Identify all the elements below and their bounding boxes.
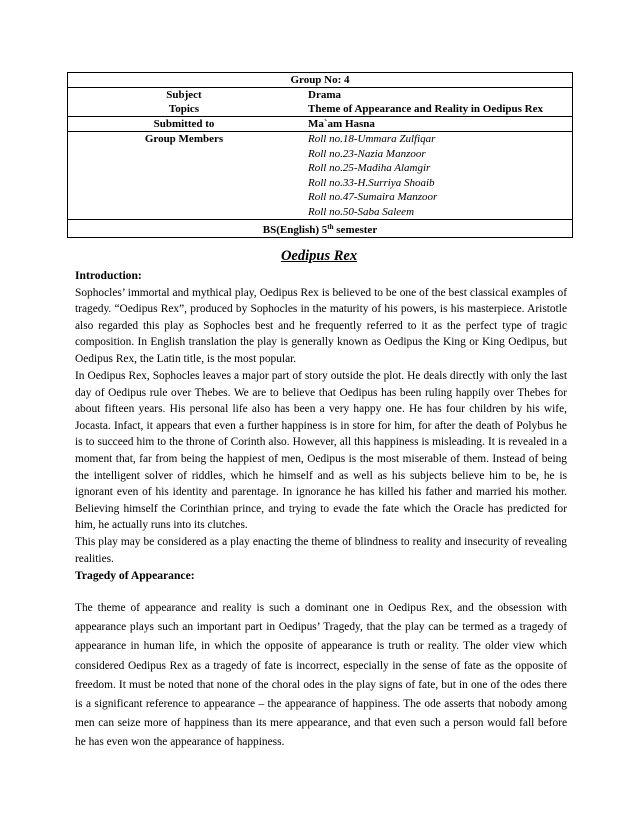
introduction-heading: Introduction: — [75, 269, 142, 282]
subject-label: Subject — [68, 88, 301, 103]
cover-table — [67, 72, 573, 238]
program-suffix: semester — [333, 224, 378, 236]
tragedy-paragraph-1: The theme of appearance and reality is such a dominant one in Oedipus Rex, and the obsession with appearance plays such an important part in Oedipus’ Tragedy, that the play can be termed as a tragedy of appearance in human life, in which the opposite of appearance is truth or reality. The older view which considered Oedipus Rex as a tragedy of fate is incorrect, especially in the sense of fate as the opposite of freedom. It must be noted that none of the choral odes in the play signs of fate, but in one of the odes there is a significant reference to appearance – the appearance of happiness. The ode asserts that nobody among men can seize more of happiness than its mere appearance, and that even such a person would fall before he has even won the appearance of happiness. — [75, 602, 567, 749]
members-label: Group Members — [68, 132, 301, 220]
tragedy-section — [75, 599, 567, 753]
member-item: Roll no.23-Nazia Manzoor — [308, 147, 426, 160]
members-list — [300, 132, 573, 220]
member-item: Roll no.50-Saba Saleem — [308, 205, 415, 218]
introduction-paragraph-3: This play may be considered as a play enacting the theme of blindness to reality and insecurity of revealing realities. — [75, 535, 567, 565]
tragedy-heading: Tragedy of Appearance: — [75, 569, 195, 582]
subject-value: Drama — [300, 88, 573, 103]
program-text: BS(English) 5 — [262, 224, 328, 236]
submitted-value: Ma`am Hasna — [300, 117, 573, 132]
member-item: Roll no.25-Madiha Alamgir — [308, 162, 431, 174]
member-item: Roll no.47-Sumaira Manzoor — [308, 191, 438, 203]
introduction-paragraph-2: In Oedipus Rex, Sophocles leaves a major part of story outside the plot. He deals directly with only the last day of Oedipus rule over Thebes. We are to believe that Oedipus has been ruling happily over Thebes for about fifteen years. His personal life also has been a very happy one. He has four children by his wife, Jocasta. Infact, it appears that even a further happiness is in store for him, for after the death of Polybus he is to succeed him to the throne of Corinth also. However, all this happiness is misleading. It is revealed in a moment that, far from being the happiest of men, Oedipus is the most miserable of them. Instead of being the intelligent solver of riddles, which he himself and as well as his subjects believe him to be, he is ignorant even of his identity and parentage. In ignorance he has killed his father and married his mother. Believing himself the Corinthian prince, and trying to evade the fate which the Oracle has predicted for him, he actually runs into its clutches. — [75, 370, 567, 532]
topics-label: Topics — [68, 102, 301, 117]
tragedy-heading-block — [75, 569, 567, 582]
submitted-label: Submitted to — [68, 117, 301, 132]
introduction-section — [75, 268, 567, 367]
introduction-paragraph-1: Sophocles’ immortal and mythical play, Oedipus Rex is believed to be one of the best classical examples of tragedy. “Oedipus Rex”, produced by Sophocles in the maturity of his powers, is his masterpiece. Aristotle also regarded this play as Sophocles best and he frequently referred to it as the perfect type of tragic composition. In English translation the play is generally known as Oedipus the King or King Oedipus, but Oedipus Rex, the Latin title, is the most popular. — [75, 286, 567, 365]
member-item: Roll no.33-H.Surriya Shoaib — [308, 176, 435, 189]
member-item: Roll no.18-Ummara Zulfiqar — [308, 133, 436, 145]
program-ordinal: th — [327, 223, 334, 231]
document-title: Oedipus Rex — [280, 248, 358, 264]
topics-value: Theme of Appearance and Reality in Oedipus Rex — [300, 102, 573, 117]
program-semester — [68, 220, 573, 238]
introduction-paragraph-2-block — [75, 368, 567, 567]
group-number: Group No: 4 — [68, 73, 573, 88]
